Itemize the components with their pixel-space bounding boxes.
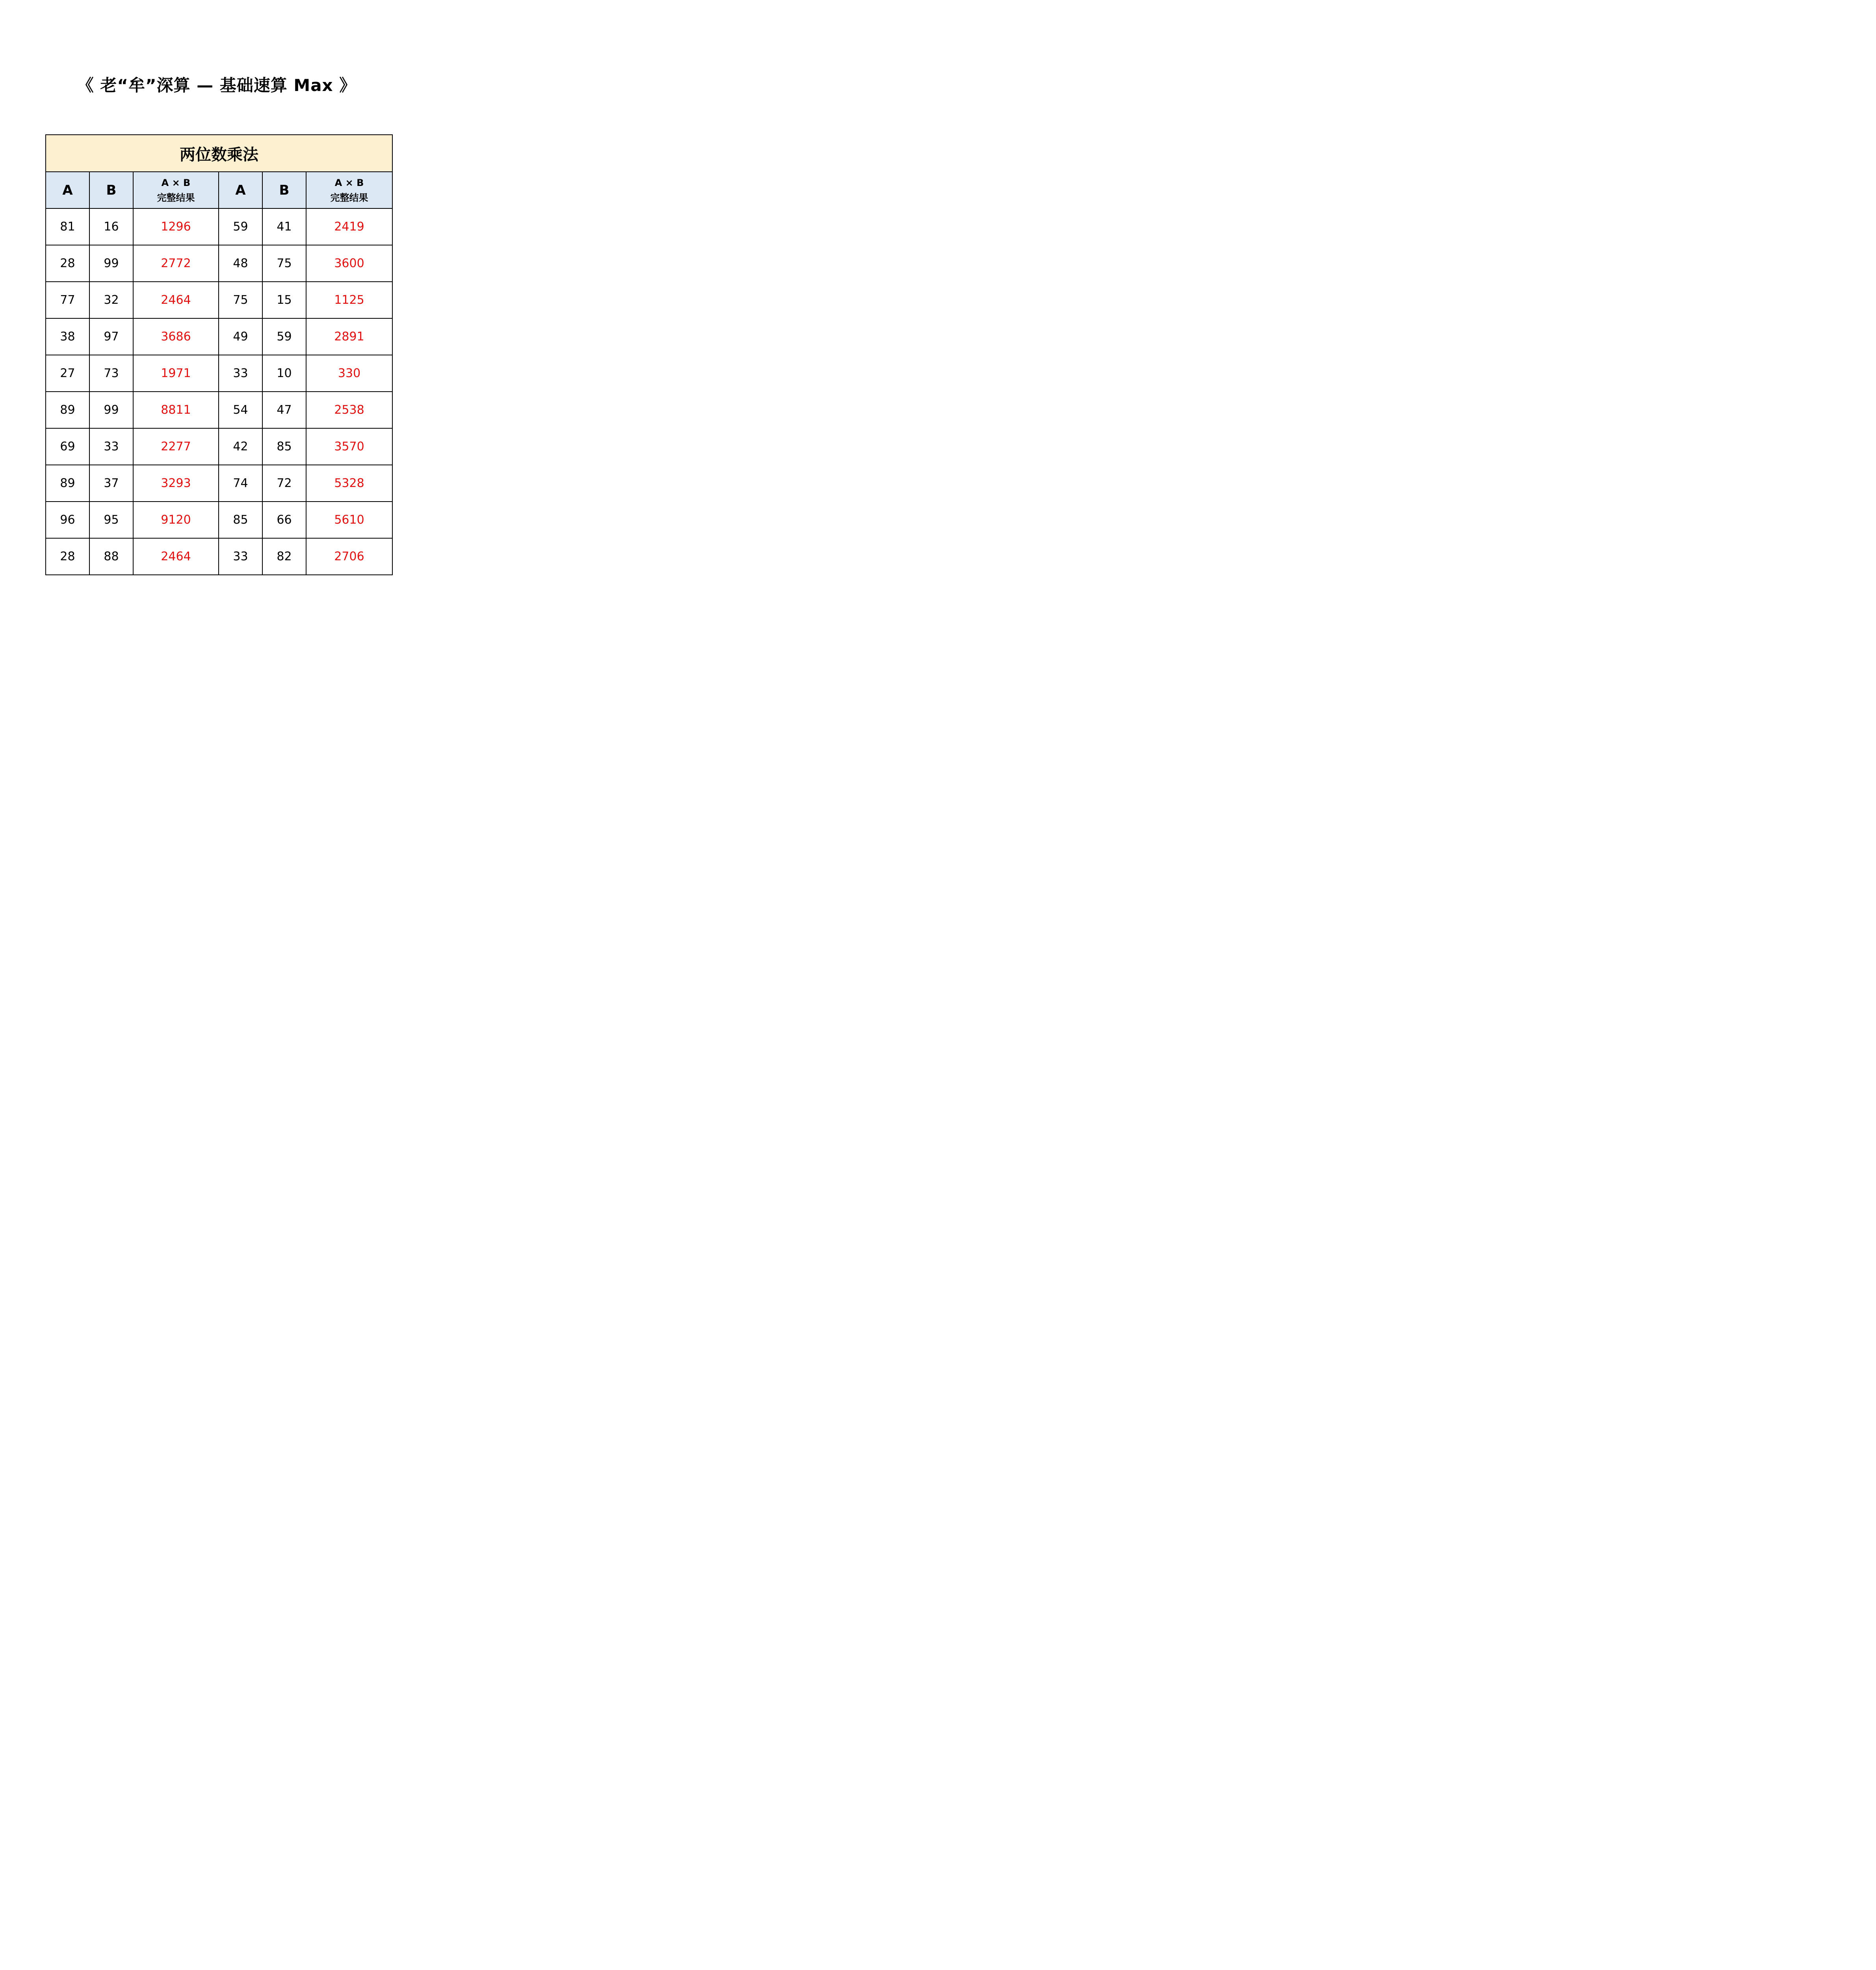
cell-a-left: 96 [46,502,89,538]
cell-result-left: 2464 [133,538,219,575]
multiplication-table [45,134,393,575]
table-row [46,355,392,392]
cell-b-left: 88 [89,538,133,575]
cell-a-left: 38 [46,318,89,355]
cell-result-right: 2538 [306,392,392,428]
table-row [46,282,392,318]
cell-result-right: 2419 [306,208,392,245]
cell-a-right: 49 [219,318,262,355]
table-row [46,208,392,245]
cell-b-left: 73 [89,355,133,392]
cell-b-right: 15 [262,282,306,318]
cell-b-right: 59 [262,318,306,355]
cell-a-left: 69 [46,428,89,465]
cell-a-left: 27 [46,355,89,392]
table-row [46,502,392,538]
section-title: 两位数乘法 [46,135,392,172]
cell-a-right: 75 [219,282,262,318]
table-row [46,538,392,575]
cell-b-right: 10 [262,355,306,392]
cell-result-left: 3686 [133,318,219,355]
cell-a-right: 59 [219,208,262,245]
header-product-right [306,172,392,208]
header-product-label: 完整结果 [157,192,195,203]
cell-result-left: 2277 [133,428,219,465]
header-b-left: B [89,172,133,208]
table-body [46,135,392,575]
cell-b-right: 75 [262,245,306,282]
table-row [46,245,392,282]
table-row [46,318,392,355]
cell-a-left: 81 [46,208,89,245]
cell-a-left: 89 [46,392,89,428]
cell-a-left: 77 [46,282,89,318]
header-a-left: A [46,172,89,208]
cell-b-left: 16 [89,208,133,245]
cell-a-right: 48 [219,245,262,282]
header-b-right: B [262,172,306,208]
header-product-formula: A × B [334,177,364,188]
cell-b-left: 99 [89,392,133,428]
cell-b-right: 47 [262,392,306,428]
header-row [46,172,392,208]
cell-result-right: 3570 [306,428,392,465]
cell-result-right: 5328 [306,465,392,502]
cell-result-right: 3600 [306,245,392,282]
cell-a-right: 85 [219,502,262,538]
cell-result-right: 330 [306,355,392,392]
cell-a-left: 89 [46,465,89,502]
section-title-row [46,135,392,172]
cell-result-left: 8811 [133,392,219,428]
cell-a-right: 74 [219,465,262,502]
cell-a-left: 28 [46,538,89,575]
cell-a-right: 33 [219,355,262,392]
cell-a-right: 33 [219,538,262,575]
header-product-label: 完整结果 [330,192,368,203]
cell-b-left: 32 [89,282,133,318]
cell-result-left: 1296 [133,208,219,245]
header-product-formula: A × B [161,177,191,188]
cell-a-right: 42 [219,428,262,465]
table-row [46,465,392,502]
cell-b-right: 72 [262,465,306,502]
cell-b-left: 99 [89,245,133,282]
cell-b-left: 95 [89,502,133,538]
cell-result-left: 9120 [133,502,219,538]
table-row [46,392,392,428]
cell-b-left: 33 [89,428,133,465]
cell-result-right: 1125 [306,282,392,318]
header-product-left [133,172,219,208]
cell-b-right: 41 [262,208,306,245]
cell-result-left: 2464 [133,282,219,318]
cell-result-left: 1971 [133,355,219,392]
cell-b-right: 82 [262,538,306,575]
cell-b-right: 85 [262,428,306,465]
cell-b-left: 97 [89,318,133,355]
cell-a-left: 28 [46,245,89,282]
header-a-right: A [219,172,262,208]
cell-result-right: 2891 [306,318,392,355]
cell-b-right: 66 [262,502,306,538]
cell-b-left: 37 [89,465,133,502]
cell-result-left: 2772 [133,245,219,282]
cell-result-right: 2706 [306,538,392,575]
cell-a-right: 54 [219,392,262,428]
cell-result-left: 3293 [133,465,219,502]
cell-result-right: 5610 [306,502,392,538]
document-title: 《 老“牟”深算 — 基础速算 Max 》 [77,76,357,95]
table-row [46,428,392,465]
